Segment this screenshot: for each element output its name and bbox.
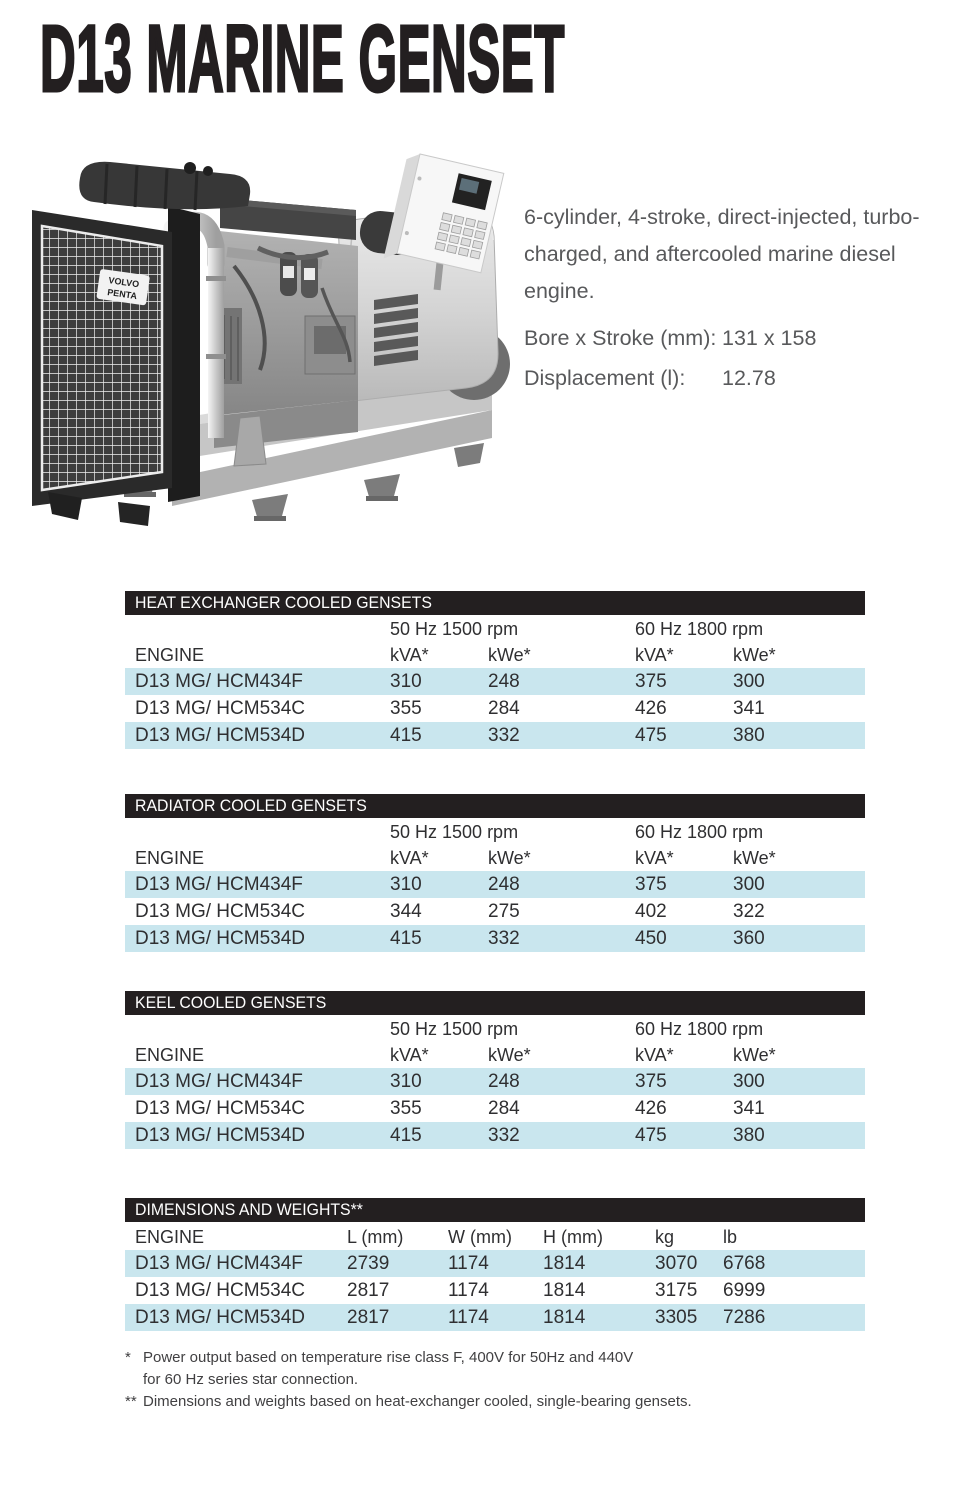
- footnote-dimensions: [125, 1391, 845, 1413]
- cell-value: 6768: [723, 1253, 766, 1274]
- engine-name: D13 MG/ HCM434F: [135, 671, 303, 692]
- cell-value: 1814: [543, 1280, 586, 1301]
- table-row: [125, 1122, 865, 1149]
- badge-text-line2: PENTA: [106, 287, 138, 302]
- table-dimensions-weights: [125, 1198, 865, 1331]
- footnote-text: [143, 1347, 845, 1391]
- table-keel-cooled: [125, 991, 865, 1149]
- col-lb: lb: [723, 1227, 738, 1247]
- col-length: L (mm): [347, 1227, 404, 1247]
- footnote-line: Power output based on temperature rise class F, 400V for 50Hz and 440V: [143, 1349, 634, 1366]
- footnote-text: Dimensions and weights based on heat-exchanger cooled, single-bearing gensets.: [143, 1393, 692, 1410]
- engine-name: D13 MG/ HCM434F: [135, 1253, 303, 1274]
- cell-value: 2739: [347, 1253, 390, 1274]
- cell-value: 248: [488, 1071, 520, 1092]
- cell-value: 415: [390, 725, 422, 746]
- cell-value: 284: [488, 1098, 520, 1119]
- table-row: [125, 1304, 865, 1331]
- description-paragraph: 6-cylinder, 4-stroke, direct-injected, turbo-charged, and aftercooled marine diesel engine.: [524, 205, 920, 303]
- table-title-bar: [125, 1198, 865, 1222]
- engine-name: D13 MG/ HCM534C: [135, 901, 305, 922]
- table-row: [125, 695, 865, 722]
- table-row: [125, 898, 865, 925]
- cell-value: 6999: [723, 1280, 766, 1301]
- table-row: [125, 871, 865, 898]
- cell-value: 450: [635, 928, 667, 949]
- cell-value: 275: [488, 901, 520, 922]
- engine-name: D13 MG/ HCM534D: [135, 1307, 305, 1328]
- table-title: HEAT EXCHANGER COOLED GENSETS: [135, 594, 432, 612]
- cell-value: 3175: [655, 1280, 698, 1301]
- col-kwe-60: kWe*: [733, 645, 776, 665]
- col-height: H (mm): [543, 1227, 603, 1247]
- air-filter: [79, 162, 250, 210]
- cell-value: 426: [635, 1098, 667, 1119]
- cell-value: 1814: [543, 1253, 586, 1274]
- cell-value: 284: [488, 698, 520, 719]
- col-kwe-50: kWe*: [488, 1045, 531, 1065]
- col-kwe-50: kWe*: [488, 645, 531, 665]
- spec-label: Bore x Stroke (mm):: [524, 326, 717, 350]
- cell-value: 375: [635, 1071, 667, 1092]
- col-engine: ENGINE: [135, 645, 205, 665]
- cell-value: 1174: [448, 1280, 489, 1301]
- col-kva-50: kVA*: [390, 848, 429, 868]
- freq-50hz-label: 50 Hz 1500 rpm: [390, 1019, 519, 1039]
- cell-value: 1174: [448, 1307, 489, 1328]
- freq-60hz-label: 60 Hz 1800 rpm: [635, 1019, 764, 1039]
- cell-value: 355: [390, 1098, 422, 1119]
- footnote-marker: **: [125, 1393, 137, 1410]
- cell-value: 332: [488, 1125, 520, 1146]
- col-kva-50: kVA*: [390, 1045, 429, 1065]
- cell-value: 375: [635, 671, 667, 692]
- footnotes: [125, 1347, 845, 1413]
- table-row: [125, 1095, 865, 1122]
- col-engine: ENGINE: [135, 848, 205, 868]
- engine-name: D13 MG/ HCM434F: [135, 874, 303, 895]
- cell-value: 2817: [347, 1307, 390, 1328]
- page-title: D13 MARINE GENSET: [40, 6, 565, 112]
- freq-50hz-label: 50 Hz 1500 rpm: [390, 822, 519, 842]
- product-description: [524, 199, 924, 398]
- badge-text-line1: VOLVO: [107, 275, 140, 290]
- cell-value: 322: [733, 901, 765, 922]
- product-image: [22, 148, 514, 526]
- cell-value: 248: [488, 874, 520, 895]
- engine-name: D13 MG/ HCM534D: [135, 1125, 305, 1146]
- cell-value: 310: [390, 671, 422, 692]
- cell-value: 1174: [448, 1253, 489, 1274]
- cell-value: 3305: [655, 1307, 698, 1328]
- column-header-row: [125, 1042, 865, 1068]
- freq-60hz-label: 60 Hz 1800 rpm: [635, 619, 764, 639]
- cell-value: 402: [635, 901, 667, 922]
- col-kva-60: kVA*: [635, 645, 674, 665]
- table-title: RADIATOR COOLED GENSETS: [135, 797, 367, 815]
- cell-value: 248: [488, 671, 520, 692]
- freq-60hz-label: 60 Hz 1800 rpm: [635, 822, 764, 842]
- table-row: [125, 722, 865, 749]
- column-header-row: [125, 642, 865, 668]
- cell-value: 380: [733, 1125, 765, 1146]
- radiator: [32, 206, 200, 526]
- table-row: [125, 1250, 865, 1277]
- table-row: [125, 1277, 865, 1304]
- cell-value: 355: [390, 698, 422, 719]
- col-kwe-60: kWe*: [733, 848, 776, 868]
- cell-value: 344: [390, 901, 422, 922]
- spec-bore-stroke: [524, 318, 924, 358]
- table-title-bar: [125, 991, 865, 1015]
- spec-label: Displacement (l):: [524, 366, 686, 390]
- table-title: DIMENSIONS AND WEIGHTS**: [135, 1201, 363, 1219]
- cell-value: 310: [390, 1071, 422, 1092]
- cell-value: 375: [635, 874, 667, 895]
- col-width: W (mm): [448, 1227, 512, 1247]
- cell-value: 3070: [655, 1253, 698, 1274]
- engine-name: D13 MG/ HCM534D: [135, 725, 305, 746]
- col-kva-60: kVA*: [635, 848, 674, 868]
- spec-value: 12.78: [721, 366, 776, 390]
- table-radiator-cooled: [125, 794, 865, 952]
- cell-value: 300: [733, 874, 765, 895]
- generator-vents: [374, 294, 418, 366]
- footnote-power-output: [125, 1347, 845, 1391]
- cell-value: 310: [390, 874, 422, 895]
- frequency-header-row: [125, 1015, 865, 1042]
- table-row: [125, 1068, 865, 1095]
- frequency-header-row: [125, 818, 865, 845]
- cell-value: 332: [488, 928, 520, 949]
- engine-name: D13 MG/ HCM534C: [135, 698, 305, 719]
- col-engine: ENGINE: [135, 1045, 205, 1065]
- radiator-grille: [42, 226, 162, 490]
- col-kva-50: kVA*: [390, 645, 429, 665]
- cell-value: 475: [635, 1125, 667, 1146]
- engine-name: D13 MG/ HCM534D: [135, 928, 305, 949]
- genset-illustration: [22, 148, 514, 526]
- cell-value: 415: [390, 928, 422, 949]
- frequency-header-row: [125, 615, 865, 642]
- footnote-marker: *: [125, 1349, 131, 1366]
- cell-value: 1814: [543, 1307, 586, 1328]
- col-kva-60: kVA*: [635, 1045, 674, 1065]
- cell-value: 415: [390, 1125, 422, 1146]
- table-title: KEEL COOLED GENSETS: [135, 994, 327, 1012]
- col-kwe-60: kWe*: [733, 1045, 776, 1065]
- table-row: [125, 925, 865, 952]
- table-title-bar: [125, 794, 865, 818]
- engine-name: D13 MG/ HCM434F: [135, 1071, 303, 1092]
- cell-value: 341: [733, 1098, 765, 1119]
- col-kwe-50: kWe*: [488, 848, 531, 868]
- cell-value: 332: [488, 725, 520, 746]
- table-row: [125, 668, 865, 695]
- engine-name: D13 MG/ HCM534C: [135, 1280, 305, 1301]
- table-heat-exchanger-cooled: [125, 591, 865, 749]
- cell-value: 380: [733, 725, 765, 746]
- cell-value: 426: [635, 698, 667, 719]
- col-engine: ENGINE: [135, 1227, 205, 1247]
- spec-value: 131 x 158: [721, 326, 817, 350]
- col-kg: kg: [655, 1227, 675, 1247]
- footnote-line: for 60 Hz series star connection.: [143, 1371, 359, 1388]
- cell-value: 300: [733, 671, 765, 692]
- table-title-bar: [125, 591, 865, 615]
- cell-value: 2817: [347, 1280, 390, 1301]
- column-header-row: [125, 845, 865, 871]
- cell-value: 360: [733, 928, 765, 949]
- engine-name: D13 MG/ HCM534C: [135, 1098, 305, 1119]
- cell-value: 475: [635, 725, 667, 746]
- cell-value: 300: [733, 1071, 765, 1092]
- cell-value: 7286: [723, 1307, 766, 1328]
- column-header-row: [125, 1222, 865, 1250]
- freq-50hz-label: 50 Hz 1500 rpm: [390, 619, 519, 639]
- spec-displacement: [524, 358, 924, 398]
- cell-value: 341: [733, 698, 765, 719]
